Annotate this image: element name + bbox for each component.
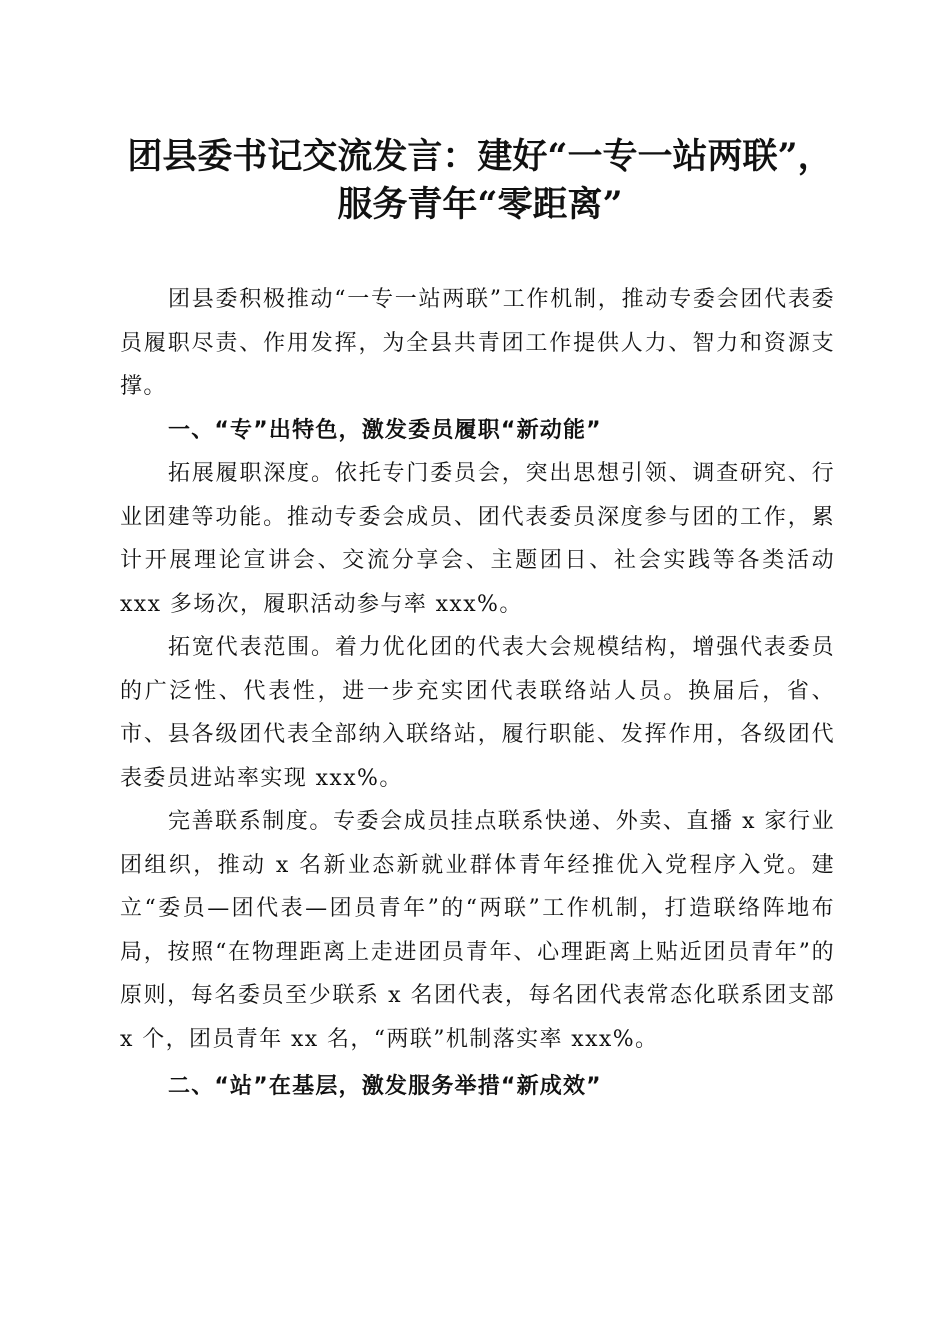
section-1-paragraph-1: 拓展履职深度。依托专门委员会，突出思想引领、调查研究、行业团建等功能。推动专委会成员、团代表委员深度参与团的工作，累计开展理论宣讲会、交流分享会、主题团日、社会实践等各类活动 xxx 多场次，履职活动参与率 xxx%。 <box>120 461 835 617</box>
title-line-1: 团县委书记交流发言：建好“一专一站两联”， <box>127 136 833 177</box>
section-2-heading: 二、“站”在基层，激发服务举措“新成效” <box>168 1074 602 1099</box>
title-line-2: 服务青年“零距离” <box>337 184 623 225</box>
document-title <box>100 133 860 229</box>
section-1-paragraph-2: 拓宽代表范围。着力优化团的代表大会规模结构，增强代表委员的广泛性、代表性，进一步充实团代表联络站人员。换届后，省、市、县各级团代表全部纳入联络站，履行职能、发挥作用，各级团代表委员进站率实现 xxx%。 <box>120 635 835 791</box>
document-body <box>120 278 835 1109</box>
intro-paragraph: 团县委积极推动“一专一站两联”工作机制，推动专委会团代表委员履职尽责、作用发挥，为全县共青团工作提供人力、智力和资源支撑。 <box>120 287 835 399</box>
section-1-paragraph-3: 完善联系制度。专委会成员挂点联系快递、外卖、直播 x 家行业团组织，推动 x 名新业态新就业群体青年经推优入党程序入党。建立“委员—团代表—团员青年”的“两联”工作机制，打造联络阵地布局，按照“在物理距离上走进团员青年、心理距离上贴近团员青年”的原则，每名委员至少联系 x 名团代表，每名团代表常态化联系团支部 x 个，团员青年 xx 名，“两联”机制落实率 xxx%。 <box>120 809 835 1052</box>
section-1-heading: 一、“专”出特色，激发委员履职“新动能” <box>168 417 602 443</box>
